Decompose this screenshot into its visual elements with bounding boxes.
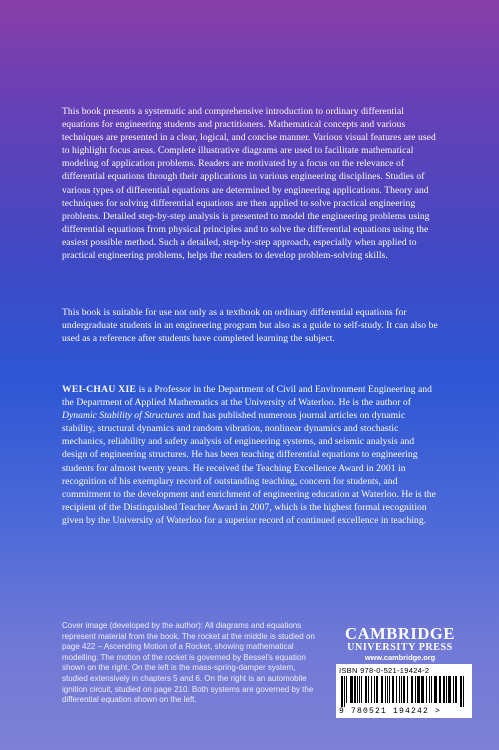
barcode-digits <box>339 707 469 716</box>
publisher-url: www.cambridge.org <box>364 653 436 662</box>
barcode-bar <box>371 676 372 703</box>
barcode-bar <box>387 676 388 703</box>
barcode-bar <box>455 676 457 703</box>
barcode-bar <box>439 676 441 703</box>
barcode-bar <box>443 676 445 703</box>
barcode-bar <box>350 676 353 703</box>
description-paragraph-2: This book is suitable for use not only as a textbook on ordinary differential equations for undergraduate students in an engineering program but also as a guide to self-study. It can also be used as a reference after students have completed learning the subject. <box>62 307 438 345</box>
description-paragraph-1: This book presents a systematic and comprehensive introduction to ordinary differential equations for engineering students and practitioners. Mathematical concepts and various techniques are presented in a clear, logical, and concise manner. Various visual features are used to highlight focus areas. Complete illustrative diagrams are used to facilitate mathematical modeling of application problems. Readers are motivated by a focus on the relevance of differential equations through their applications in various engineering disciplines. Studies of various types of differential equations are determined by engineering applications. Theory and techniques for solving differential equations are then applied to solve practical engineering problems. Detailed step-by-step analysis is presented to model the engineering problems using differential equations from physical principles and to solve the differential equations using the easiest possible method. Such a detailed, step-by-step approach, especially when applied to practical engineering problems, helps the readers to develop problem-solving skills. <box>62 106 436 262</box>
barcode-bar <box>368 676 369 703</box>
publisher-logo <box>332 626 468 662</box>
barcode-bar <box>359 676 360 703</box>
barcode-icon <box>339 676 469 707</box>
author-bio-text-2: and has published numerous journal articles on dynamic stability, structural dynamics and random vibration, nonlinear dynamics and stochastic mechanics, reliability and safety analysis of engineering systems, and seismic analysis and design of engineering structures. He has been teaching differential equations to engineering students for almost twenty years. He received the Teaching Excellence Award in 2001 in recognition of his exemplary record of outstanding teaching, concern for students, and commitment to the development and enrichment of engineering education at Waterloo. He is the recipient of the Distinguished Teacher Award in 2007, which is the highest formal recognition given by the University of Waterloo for a superior record of continued excellence in teaching. <box>62 410 436 526</box>
publisher-subtitle: UNIVERSITY PRESS <box>347 642 453 653</box>
isbn-barcode-box <box>336 664 472 718</box>
isbn-text: ISBN 978-0-521-19424-2 <box>339 666 430 675</box>
barcode-bar <box>460 676 462 707</box>
barcode-bar <box>365 676 367 703</box>
barcode-bar <box>361 676 362 703</box>
author-book-title: Dynamic Stability of Structures <box>62 410 184 422</box>
barcode-bar <box>401 676 402 703</box>
barcode-bar <box>357 676 358 703</box>
barcode-bar <box>399 676 400 703</box>
barcode-bar <box>346 676 347 703</box>
barcode-bar <box>344 676 345 707</box>
barcode-bar <box>396 676 397 703</box>
barcode-bar <box>374 676 375 703</box>
barcode-bar <box>446 676 447 703</box>
barcode-bar <box>463 676 464 707</box>
barcode-bar <box>448 676 451 703</box>
barcode-bar <box>417 676 420 703</box>
author-bio-text-1: is a Professor in the Department of Civil and Environment Engineering and the Department of Applied Mathematics at the University of Waterloo. He is the author of <box>62 384 432 409</box>
barcode-bar <box>376 676 378 703</box>
barcode-bar <box>426 676 427 703</box>
barcode-bar <box>354 676 356 703</box>
publisher-name: CAMBRIDGE <box>345 624 455 643</box>
barcode-bar <box>407 676 408 703</box>
barcode-bar <box>431 676 432 703</box>
barcode-bar <box>389 676 390 703</box>
barcode-bar <box>434 676 437 703</box>
barcode-bar <box>385 676 386 703</box>
barcode-bar <box>403 676 405 703</box>
barcode-bar <box>421 676 424 703</box>
author-name: WEI-CHAU XIE <box>62 384 137 395</box>
barcode-bar <box>381 676 383 703</box>
barcode-bar <box>411 676 413 703</box>
cover-image-caption: Cover image (developed by the author): All diagrams and equations represent material from the book. The rocket at the middle is studied on page 422 – Ascending Motion of a Rocket, showing mathematical modelling. The motion of the rocket is governed by Bessel’s equation shown on the right. On the left is the mass-spring-damper system, studied extensively in chapters 5 and 6. On the right is an automobile ignition circuit, studied on page 210. Both systems are governed by the differential equation shown on the left. <box>62 621 315 705</box>
barcode-bar <box>392 676 394 703</box>
barcode-suffix: > <box>435 707 442 716</box>
barcode-bar <box>341 676 343 707</box>
barcode-bar <box>453 676 454 703</box>
author-bio <box>62 383 440 527</box>
barcode-bar <box>415 676 416 703</box>
barcode-bar <box>429 676 430 703</box>
barcode-number: 9 780521 194242 <box>339 707 430 716</box>
